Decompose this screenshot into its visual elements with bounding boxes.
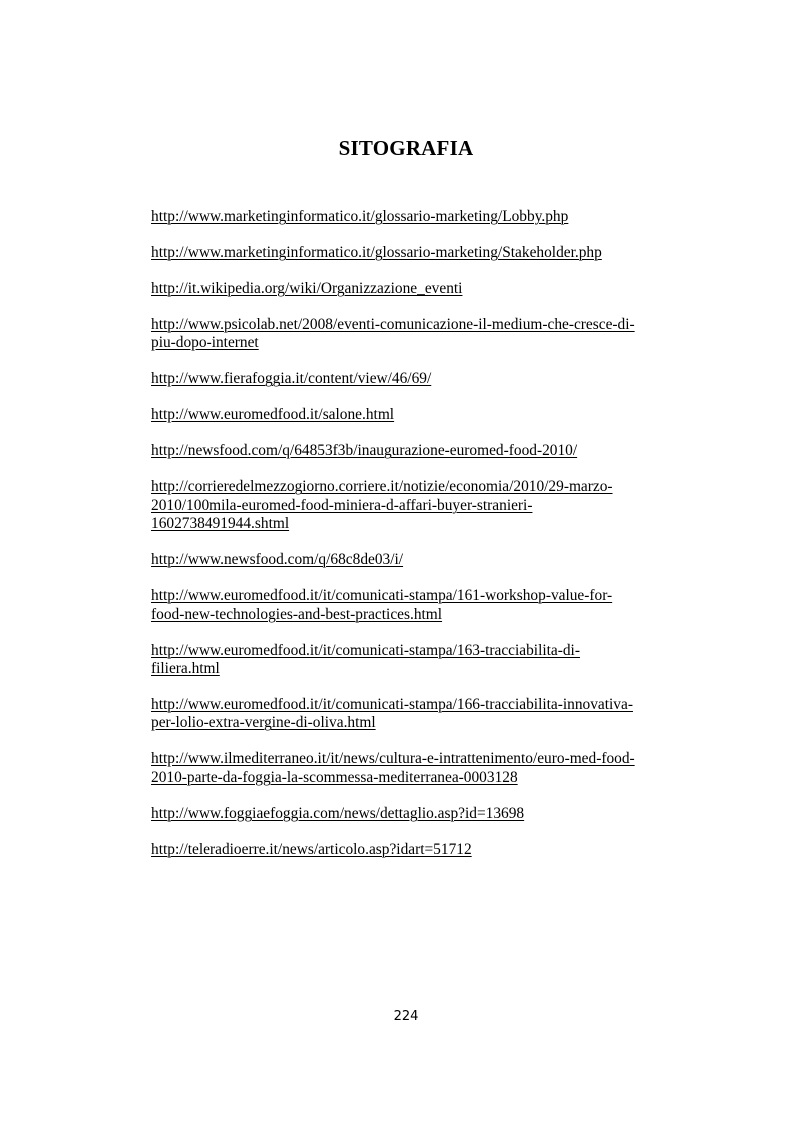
link-foggiaefoggia[interactable] (151, 805, 663, 823)
list-item (151, 478, 663, 533)
link-line: http://www.marketinginformatico.it/glossario-marketing/Lobby.php (151, 208, 569, 225)
link-line: http://www.fierafoggia.it/content/view/46/69/ (151, 370, 432, 388)
list-item (151, 841, 663, 859)
link-wikipedia-organizzazione-eventi[interactable] (151, 280, 663, 298)
link-line: http://it.wikipedia.org/wiki/Organizzazione_eventi (151, 280, 463, 297)
link-line: http://www.euromedfood.it/it/comunicati-stampa/163-tracciabilita-di- (151, 641, 580, 659)
list-item (151, 208, 663, 226)
link-euromedfood-161[interactable] (151, 587, 663, 624)
link-newsfood-inaugurazione[interactable] (151, 442, 663, 460)
link-line: http://www.newsfood.com/q/68c8de03/i/ (151, 551, 404, 569)
link-marketinginformatico-stakeholder[interactable] (151, 244, 663, 262)
link-line: http://www.euromedfood.it/it/comunicati-stampa/161-workshop-value-for- (151, 587, 613, 605)
link-ilmediterraneo[interactable] (151, 750, 663, 787)
link-line: http://teleradioerre.it/news/articolo.asp?idart=51712 (151, 840, 472, 858)
list-item (151, 696, 663, 733)
link-line: http://www.foggiaefoggia.com/news/dettaglio.asp?id=13698 (151, 804, 525, 822)
link-psicolab[interactable] (151, 316, 663, 353)
link-line: food-new-technologies-and-best-practices.html (151, 605, 443, 623)
link-line: 2010/100mila-euromed-food-miniera-d-affari-buyer-stranieri- (151, 496, 533, 514)
link-line: http://www.psicolab.net/2008/eventi-comunicazione-il-medium-che-cresce-di- (151, 316, 635, 333)
list-item (151, 442, 663, 460)
list-item (151, 280, 663, 298)
link-teleradioerre[interactable] (151, 841, 663, 859)
link-line: 1602738491944.shtml (151, 515, 290, 533)
list-item (151, 370, 663, 388)
link-line: http://www.euromedfood.it/salone.html (151, 406, 395, 424)
link-newsfood-q[interactable] (151, 551, 663, 569)
list-item (151, 587, 663, 624)
link-line: http://corrieredelmezzogiorno.corriere.it/notizie/economia/2010/29-marzo- (151, 478, 613, 496)
page-number: 224 (393, 1009, 419, 1024)
list-item (151, 750, 663, 787)
link-line: piu-dopo-internet (151, 334, 259, 352)
link-line: 2010-parte-da-foggia-la-scommessa-mediterranea-0003128 (151, 768, 518, 786)
list-item (151, 244, 663, 262)
link-fierafoggia[interactable] (151, 370, 663, 388)
link-line: per-lolio-extra-vergine-di-oliva.html (151, 714, 376, 732)
link-marketinginformatico-lobby[interactable] (151, 208, 663, 226)
list-item (151, 805, 663, 823)
link-line: http://www.ilmediterraneo.it/it/news/cultura-e-intrattenimento/euro-med-food- (151, 750, 635, 768)
link-euromedfood-163[interactable] (151, 642, 663, 679)
link-euromedfood-salone[interactable] (151, 406, 663, 424)
link-line: http://newsfood.com/q/64853f3b/inaugurazione-euromed-food-2010/ (151, 442, 578, 460)
page-title: SITOGRAFIA (338, 136, 474, 160)
link-corrieredelmezzogiorno[interactable] (151, 478, 663, 533)
link-line: filiera.html (151, 660, 220, 678)
list-item (151, 316, 663, 353)
list-item (151, 406, 663, 424)
list-item (151, 642, 663, 679)
sitography-list (151, 208, 663, 877)
link-euromedfood-166[interactable] (151, 696, 663, 733)
list-item (151, 551, 663, 569)
link-line: http://www.euromedfood.it/it/comunicati-stampa/166-tracciabilita-innovativa- (151, 696, 633, 714)
link-line: http://www.marketinginformatico.it/glossario-marketing/Stakeholder.php (151, 244, 602, 261)
